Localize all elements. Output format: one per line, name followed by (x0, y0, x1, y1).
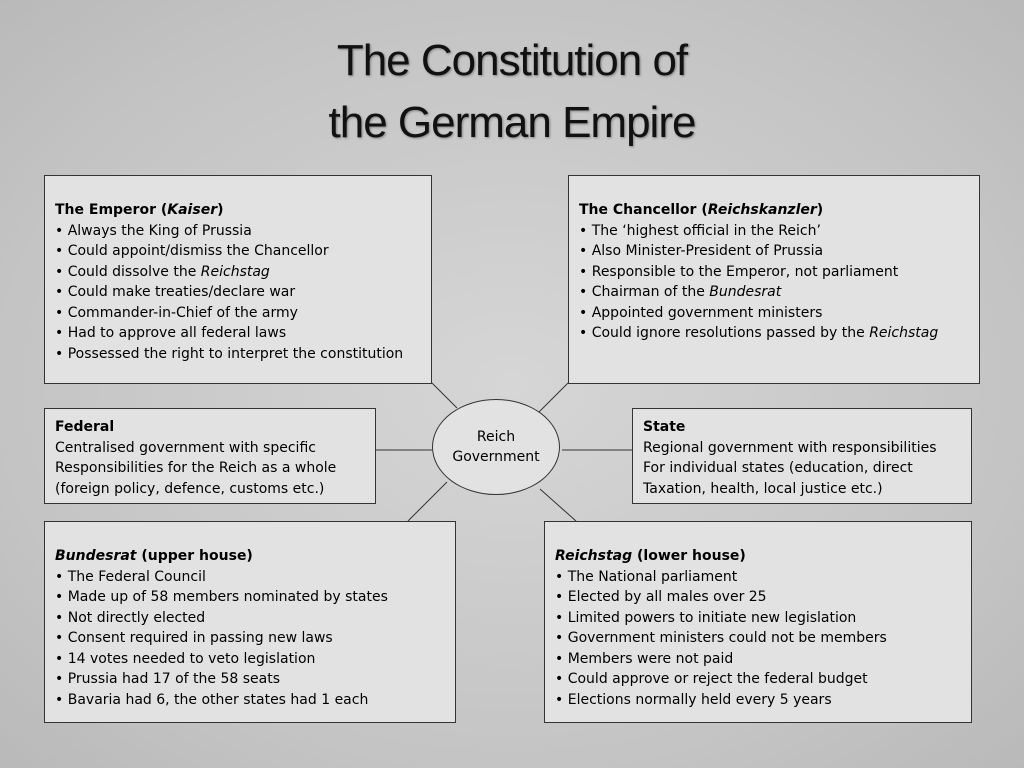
emperor-box (44, 175, 432, 384)
emperor-heading: The Emperor (Kaiser) (55, 202, 224, 218)
emperor-list-item: • Had to approve all federal laws (55, 323, 421, 344)
connector-emperor (432, 383, 457, 408)
state-box (632, 408, 972, 504)
reichstag-box (544, 521, 972, 723)
federal-line: (foreign policy, defence, customs etc.) (55, 480, 325, 497)
bundesrat-list-item: • 14 votes needed to veto legislation (55, 649, 445, 670)
bundesrat-list-item: • Made up of 58 members nominated by states (55, 587, 445, 608)
federal-line: Centralised government with specific (55, 439, 316, 456)
state-line: For individual states (education, direct (643, 460, 913, 476)
reichstag-list (555, 567, 961, 711)
reichstag-list-item: • Elected by all males over 25 (555, 587, 961, 608)
chancellor-list-item: • Could ignore resolutions passed by the Reichstag (579, 323, 969, 344)
bundesrat-list-item: • Bavaria had 6, the other states had 1 each (55, 690, 445, 711)
slide-title-line-1: The Constitution of (336, 36, 688, 85)
bundesrat-box (44, 521, 456, 723)
emperor-list-item: • Could dissolve the Reichstag (55, 262, 421, 283)
chancellor-list-item: • Chairman of the Bundesrat (579, 282, 969, 303)
connector-bundesrat (408, 482, 447, 521)
bundesrat-list-item: • Prussia had 17 of the 58 seats (55, 669, 445, 690)
emperor-list-item: • Could make treaties/declare war (55, 282, 421, 303)
chancellor-list-item: • Appointed government ministers (579, 303, 969, 324)
emperor-list-item: • Always the King of Prussia (55, 221, 421, 242)
chancellor-box (568, 175, 980, 384)
connector-chancellor (538, 383, 568, 413)
federal-line: Responsibilities for the Reich as a whole (55, 460, 337, 476)
emperor-list-item: • Could appoint/dismiss the Chancellor (55, 241, 421, 262)
chancellor-list (579, 221, 969, 344)
bundesrat-list-item: • Consent required in passing new laws (55, 628, 445, 649)
bundesrat-list-item: • Not directly elected (55, 608, 445, 629)
reichstag-heading: Reichstag (lower house) (555, 548, 746, 564)
federal-heading: Federal (55, 419, 115, 435)
bundesrat-list (55, 567, 445, 711)
state-heading: State (643, 419, 686, 435)
state-line: Taxation, health, local justice etc.) (643, 480, 883, 497)
bundesrat-list-item: • The Federal Council (55, 567, 445, 588)
slide-title-line-2: the German Empire (328, 98, 696, 147)
emperor-list-item: • Commander-in-Chief of the army (55, 303, 421, 324)
chancellor-list-item: • Also Minister-President of Prussia (579, 241, 969, 262)
reich-government-label-1: Reich (476, 429, 516, 445)
reichstag-list-item: • Could approve or reject the federal budget (555, 669, 961, 690)
emperor-list-item: • Possessed the right to interpret the constitution (55, 344, 421, 365)
reichstag-list-item: • Government ministers could not be members (555, 628, 961, 649)
emperor-list (55, 221, 421, 365)
connector-reichstag (540, 489, 576, 521)
reichstag-list-item: • The National parliament (555, 567, 961, 588)
reichstag-list-item: • Elections normally held every 5 years (555, 690, 961, 711)
chancellor-list-item: • The ‘highest official in the Reich’ (579, 221, 969, 242)
reichstag-list-item: • Members were not paid (555, 649, 961, 670)
bundesrat-heading: Bundesrat (upper house) (55, 548, 253, 564)
reich-government-label-2: Government (452, 449, 540, 465)
reich-government-node (432, 399, 560, 495)
reichstag-list-item: • Limited powers to initiate new legislation (555, 608, 961, 629)
federal-box (44, 408, 376, 504)
chancellor-list-item: • Responsible to the Emperor, not parliament (579, 262, 969, 283)
chancellor-heading: The Chancellor (Reichskanzler) (579, 202, 824, 218)
state-line: Regional government with responsibilities (643, 439, 937, 456)
